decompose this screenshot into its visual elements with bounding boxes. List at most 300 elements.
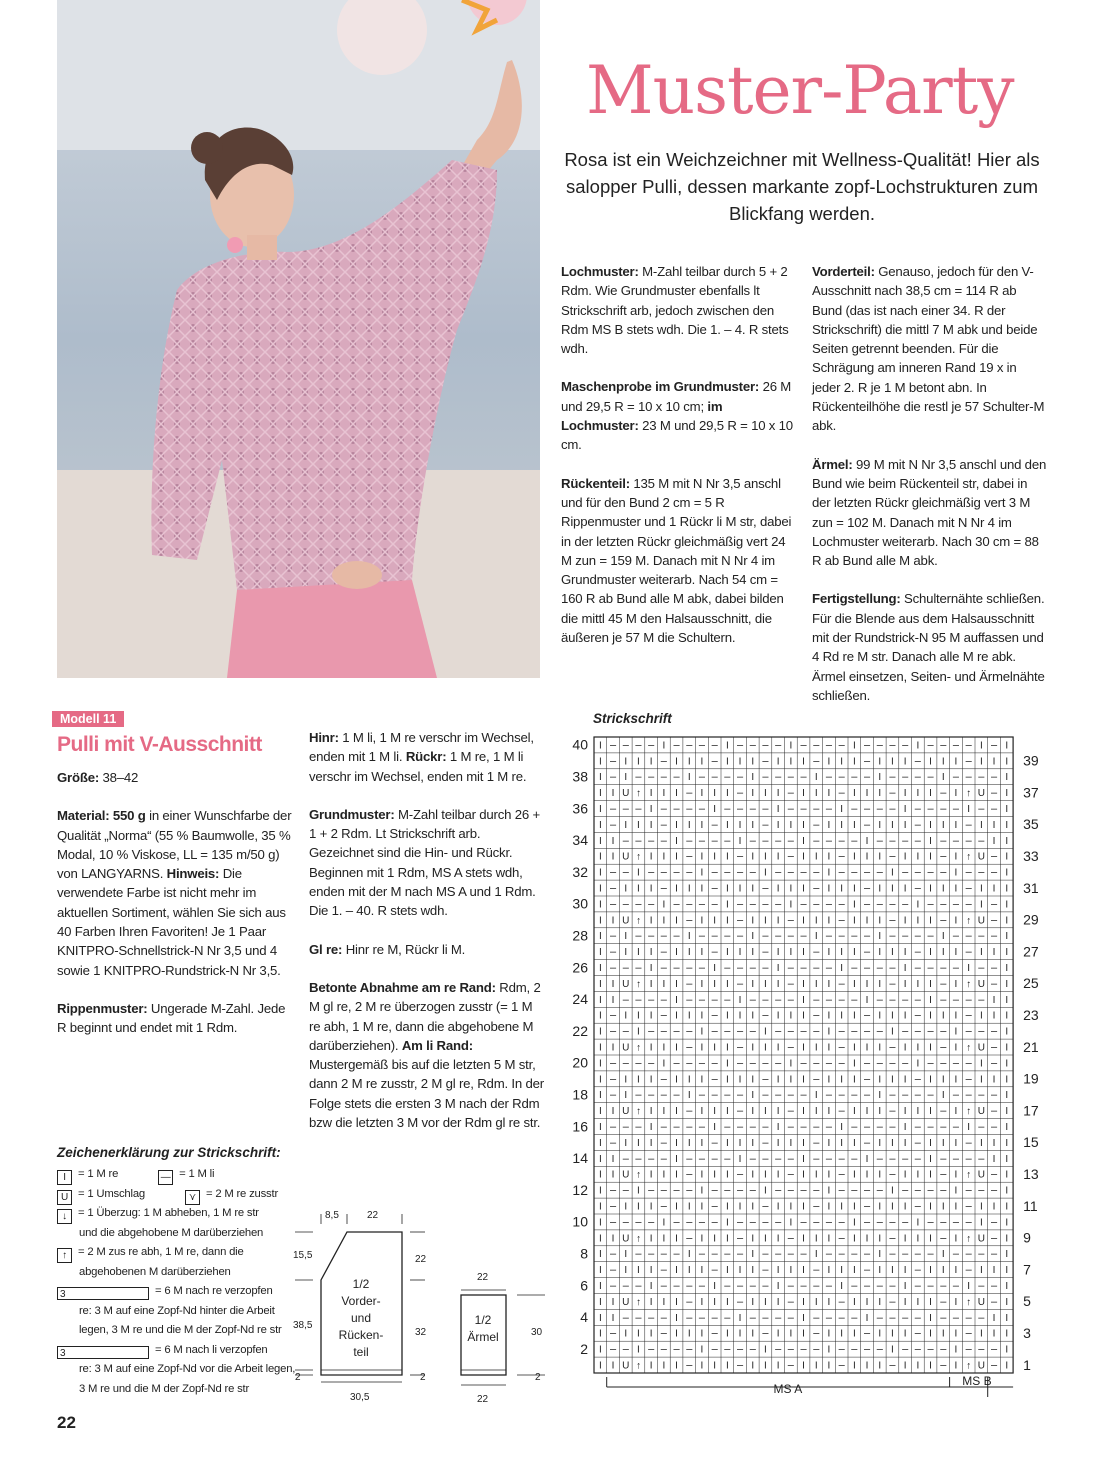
- chart-cell: I: [598, 1185, 602, 1197]
- chart-cell: –: [990, 850, 998, 863]
- chart-cell: –: [940, 1343, 947, 1356]
- chart-cell: I: [903, 804, 907, 816]
- chart-cell: –: [762, 771, 769, 784]
- chart-cell: I: [878, 756, 882, 768]
- chart-cell: I: [802, 1296, 805, 1308]
- chart-cell: –: [838, 1232, 845, 1245]
- chart-cell: I: [1005, 1201, 1009, 1213]
- chart-row-number-right: 27: [1023, 943, 1039, 960]
- chart-cell: –: [838, 1057, 845, 1070]
- chart-cell: –: [851, 1121, 858, 1134]
- chart-cell: –: [660, 866, 667, 879]
- chart-cell: I: [598, 1122, 602, 1134]
- legend-title: Zeichenerklärung zur Strickschrift:: [57, 1145, 281, 1160]
- chart-cell: I: [687, 1137, 691, 1149]
- chart-cell: –: [863, 1184, 871, 1197]
- chart-cell: –: [914, 818, 921, 831]
- chart-cell: –: [635, 993, 642, 1006]
- chart-row-number-left: 18: [572, 1086, 588, 1103]
- chart-cell: I: [954, 1265, 958, 1277]
- chart-cell: –: [889, 771, 896, 784]
- chart-cell: –: [724, 771, 731, 784]
- chart-cell: I: [814, 1296, 818, 1308]
- chart-cell: –: [863, 1200, 871, 1213]
- instruction-text: Mustergemäß bis auf die letzten 5 M str, dann 2 M re zusstr, 2 M gl re, Rdm. In der Folge stets die ersten 3 M nach der Rdm bzw die letzten 3 M vor der Rdm gl re str.: [309, 1057, 544, 1131]
- chart-cell: I: [662, 1169, 666, 1181]
- chart-cell: I: [903, 1122, 907, 1134]
- chart-cell: –: [914, 1327, 921, 1340]
- chart-row-number-left: 6: [580, 1277, 588, 1294]
- chart-cell: –: [711, 930, 718, 943]
- chart-cell: –: [914, 1184, 921, 1197]
- chart-cell: U: [622, 1233, 630, 1245]
- chart-cell: ↑: [635, 1106, 641, 1118]
- chart-cell: –: [940, 1025, 947, 1038]
- chart-cell: I: [827, 756, 831, 768]
- chart-row-number-right: 39: [1023, 752, 1039, 769]
- chart-cell: –: [990, 1216, 998, 1229]
- chart-cell: –: [724, 803, 731, 816]
- chart-cell: I: [764, 1233, 767, 1245]
- chart-cell: ↑: [635, 1296, 641, 1308]
- chart-cell: –: [711, 771, 718, 784]
- chart-cell: –: [927, 1343, 934, 1356]
- chart-cell: –: [660, 1152, 667, 1165]
- chart-cell: I: [700, 1169, 704, 1181]
- chart-cell: –: [965, 1327, 972, 1340]
- chart-cell: –: [914, 1343, 921, 1356]
- chart-cell: –: [838, 1359, 845, 1372]
- chart-cell: –: [775, 898, 782, 911]
- legend-text: = 1 Überzug: 1 M abheben, 1 M re str: [78, 1207, 259, 1219]
- chart-cell: ↑: [635, 851, 641, 863]
- chart-cell: –: [952, 803, 960, 816]
- chart-cell: –: [609, 739, 617, 752]
- chart-cell: I: [725, 740, 729, 752]
- chart-cell: I: [713, 963, 717, 975]
- chart-cell: –: [863, 946, 871, 959]
- chart-cell: –: [863, 1025, 871, 1038]
- chart-cell: –: [940, 1216, 947, 1229]
- chart-cell: I: [662, 978, 666, 990]
- chart-cell: –: [609, 866, 617, 879]
- chart-cell: U: [622, 1360, 630, 1372]
- chart-cell: –: [660, 1089, 667, 1102]
- chart-cell: I: [1005, 788, 1009, 800]
- chart-cell: I: [624, 1201, 628, 1213]
- chart-cell: –: [724, 1121, 731, 1134]
- chart-cell: –: [660, 771, 667, 784]
- chart-cell: –: [800, 1089, 807, 1102]
- chart-cell: –: [711, 834, 718, 847]
- chart-cell: –: [952, 1311, 960, 1324]
- chart-cell: I: [700, 1344, 704, 1356]
- chart-cell: –: [775, 930, 782, 943]
- chart-cell: I: [789, 1217, 793, 1229]
- instruction-paragraph: [561, 474, 797, 648]
- chart-cell: I: [954, 883, 958, 895]
- chart-cell: I: [992, 1137, 996, 1149]
- chart-cell: –: [952, 898, 960, 911]
- chart-cell: –: [838, 1216, 845, 1229]
- chart-cell: I: [700, 1296, 704, 1308]
- instruction-paragraph: [309, 728, 545, 786]
- chart-cell: –: [673, 1280, 680, 1293]
- chart-cell: I: [649, 1010, 653, 1022]
- chart-cell: –: [978, 930, 985, 943]
- chart-cell: –: [902, 1057, 909, 1070]
- chart-cell: I: [687, 1090, 691, 1102]
- chart-cell: –: [876, 993, 883, 1006]
- chart-cell: –: [698, 1152, 706, 1165]
- chart-cell: –: [648, 1152, 655, 1165]
- chart-cell: –: [609, 882, 617, 895]
- chart-cell: –: [889, 834, 896, 847]
- chart-cell: –: [686, 1025, 693, 1038]
- chart-cell: I: [598, 1010, 602, 1022]
- chart-cell: –: [889, 962, 896, 975]
- chart-cell: –: [914, 1121, 921, 1134]
- chart-cell: ↑: [966, 915, 972, 927]
- chart-cell: –: [787, 1041, 794, 1054]
- chart-cell: –: [698, 803, 706, 816]
- chart-cell: –: [724, 1025, 731, 1038]
- chart-cell: –: [775, 1057, 782, 1070]
- chart-cell: –: [762, 1280, 769, 1293]
- chart-cell: I: [700, 1265, 704, 1277]
- chart-cell: I: [840, 804, 844, 816]
- chart-cell: I: [624, 883, 628, 895]
- chart-cell: –: [622, 1057, 629, 1070]
- chart-cell: –: [952, 1280, 960, 1293]
- chart-cell: I: [738, 1137, 742, 1149]
- chart-cell: I: [954, 867, 958, 879]
- chart-cell: I: [700, 1185, 704, 1197]
- instructions-column-1: [561, 262, 797, 666]
- chart-cell: I: [979, 1201, 983, 1213]
- chart-cell: –: [940, 962, 947, 975]
- chart-cell: –: [787, 1105, 794, 1118]
- chart-cell: –: [978, 1311, 985, 1324]
- chart-cell: –: [635, 771, 642, 784]
- chart-cell: –: [813, 1343, 820, 1356]
- chart-cell: I: [814, 915, 818, 927]
- chart-cell: –: [787, 1295, 794, 1308]
- chart-cell: –: [940, 739, 947, 752]
- chart-cell: –: [787, 1089, 794, 1102]
- chart-cell: –: [648, 1311, 655, 1324]
- chart-cell: ↑: [635, 978, 641, 990]
- chart-cell: I: [687, 1201, 691, 1213]
- chart-cell: I: [776, 883, 780, 895]
- chart-cell: –: [787, 1025, 794, 1038]
- chart-cell: –: [902, 1311, 909, 1324]
- chart-cell: I: [1005, 931, 1009, 943]
- chart-cell: –: [787, 787, 794, 800]
- chart-cell: –: [749, 1057, 756, 1070]
- chart-cell: I: [1005, 772, 1009, 784]
- chart-cell: I: [624, 1265, 628, 1277]
- chart-cell: I: [814, 1249, 818, 1261]
- chart-cell: –: [825, 1121, 833, 1134]
- chart-cell: –: [673, 1089, 680, 1102]
- chart-cell: –: [990, 1041, 998, 1054]
- chart-cell: –: [813, 755, 820, 768]
- chart-cell: I: [929, 1153, 932, 1165]
- chart-cell: I: [598, 947, 602, 959]
- chart-cell: I: [1005, 1106, 1009, 1118]
- chart-cell: –: [965, 1089, 972, 1102]
- chart-cell: –: [851, 1025, 858, 1038]
- chart-cell: –: [965, 1264, 972, 1277]
- chart-cell: I: [598, 1074, 602, 1086]
- chart-cell: –: [940, 977, 947, 990]
- chart-cell: I: [916, 978, 920, 990]
- chart-cell: I: [878, 851, 882, 863]
- chart-cell: –: [965, 1025, 972, 1038]
- chart-cell: I: [1005, 1026, 1009, 1038]
- chart-cell: I: [751, 1090, 755, 1102]
- chart-cell: I: [789, 1265, 793, 1277]
- body-label-line: und: [350, 1311, 372, 1325]
- chart-cell: –: [940, 834, 947, 847]
- instruction-label: Rückenteil:: [561, 475, 630, 491]
- chart-cell: –: [787, 977, 794, 990]
- chart-cell: I: [789, 1010, 793, 1022]
- chart-cell: I: [637, 1137, 640, 1149]
- chart-cell: I: [903, 963, 907, 975]
- chart-cell: –: [965, 1136, 972, 1149]
- chart-cell: I: [624, 1010, 628, 1022]
- chart-cell: I: [967, 963, 971, 975]
- chart-cell: I: [954, 1296, 958, 1308]
- chart-cell: –: [648, 1089, 655, 1102]
- chart-cell: I: [878, 788, 882, 800]
- chart-cell: –: [660, 1264, 667, 1277]
- chart-cell: I: [1005, 978, 1009, 990]
- legend-row: [57, 1204, 307, 1224]
- chart-cell: I: [764, 1169, 767, 1181]
- chart-cell: I: [751, 756, 755, 768]
- chart-cell: –: [686, 850, 693, 863]
- chart-cell: –: [635, 1057, 642, 1070]
- chart-cell: I: [979, 1058, 983, 1070]
- chart-cell: –: [902, 771, 909, 784]
- chart-cell: I: [1005, 819, 1009, 831]
- chart-cell: –: [851, 834, 858, 847]
- chart-cell: –: [990, 977, 998, 990]
- sleeve-label: [467, 1313, 498, 1344]
- chart-cell: I: [700, 1328, 704, 1340]
- chart-cell: I: [649, 978, 653, 990]
- chart-cell: I: [598, 883, 602, 895]
- chart-cell: –: [622, 834, 629, 847]
- chart-cell: I: [979, 883, 983, 895]
- sleeve-label-line: 1/2: [474, 1313, 492, 1327]
- chart-cell: –: [609, 1248, 617, 1261]
- chart-cell: –: [940, 1121, 947, 1134]
- chart-cell: I: [878, 1201, 882, 1213]
- chart-cell: I: [903, 756, 907, 768]
- chart-row-number-left: 22: [572, 1022, 588, 1039]
- chart-cell: I: [941, 1074, 945, 1086]
- chart-cell: I: [992, 819, 996, 831]
- chart-cell: –: [978, 1184, 985, 1197]
- chart-cell: I: [776, 756, 780, 768]
- chart-cell: I: [700, 1074, 704, 1086]
- chart-cell: I: [764, 788, 767, 800]
- chart-cell: I: [929, 1265, 932, 1277]
- chart-cell: –: [609, 1343, 617, 1356]
- chart-cell: I: [637, 1344, 640, 1356]
- chart-cell: I: [903, 1074, 907, 1086]
- chart-cell: I: [713, 1042, 717, 1054]
- chart-cell: I: [852, 947, 856, 959]
- chart-cell: –: [736, 1025, 744, 1038]
- legend: [57, 1165, 307, 1399]
- chart-cell: I: [662, 915, 666, 927]
- chart-cell: –: [863, 1216, 871, 1229]
- chart-cell: I: [954, 1233, 958, 1245]
- chart-cell: –: [940, 898, 947, 911]
- chart-cell: –: [889, 1121, 896, 1134]
- chart-cell: I: [675, 1296, 678, 1308]
- chart-cell: –: [736, 977, 744, 990]
- chart-cell: I: [941, 1137, 945, 1149]
- chart-cell: –: [622, 1343, 629, 1356]
- chart-cell: –: [876, 803, 883, 816]
- chart-cell: –: [749, 1311, 756, 1324]
- chart-cell: –: [736, 914, 744, 927]
- chart-cell: –: [902, 898, 909, 911]
- chart-cell: –: [838, 1025, 845, 1038]
- chart-cell: –: [863, 1136, 871, 1149]
- instruction-text: 1 M li, 1 M re verschr im Wechsel, enden mit 1 M li.: [309, 730, 534, 765]
- chart-cell: –: [978, 834, 985, 847]
- chart-cell: –: [609, 1009, 617, 1022]
- dim-bund: 2: [295, 1372, 301, 1383]
- chart-cell: I: [598, 1265, 602, 1277]
- chart-cell: –: [952, 834, 960, 847]
- chart-cell: I: [751, 1137, 755, 1149]
- chart-cell: –: [990, 1105, 998, 1118]
- chart-cell: –: [775, 1216, 782, 1229]
- chart-cell: I: [687, 1074, 691, 1086]
- hero-photo: [57, 0, 540, 678]
- chart-cell: –: [686, 1359, 693, 1372]
- chart-cell: I: [598, 1312, 602, 1324]
- chart-cell: I: [649, 963, 653, 975]
- chart-cell: –: [724, 1311, 731, 1324]
- instruction-text: M-Zahl teilbar durch 5 + 2 Rdm. Wie Grundmuster ebenfalls lt Strickschrift arb, jedoch zwischen den Rdm MS B stets wdh. Die 1. – 4. R stets wdh.: [561, 264, 789, 357]
- chart-cell: I: [992, 756, 996, 768]
- chart-cell: –: [813, 1152, 820, 1165]
- dim-right: 22: [415, 1254, 427, 1265]
- chart-cell: –: [698, 834, 706, 847]
- chart-cell: I: [764, 1106, 767, 1118]
- chart-cell: –: [990, 1280, 998, 1293]
- chart-row-number-left: 4: [580, 1309, 588, 1326]
- instruction-label: Rückr:: [405, 749, 447, 765]
- chart-cell: –: [648, 1248, 655, 1261]
- chart-cell: –: [813, 1184, 820, 1197]
- chart-cell: I: [598, 1090, 602, 1102]
- chart-cell: –: [965, 818, 972, 831]
- chart-cell: I: [611, 788, 615, 800]
- chart-cell: –: [838, 771, 845, 784]
- chart-row-number-right: 13: [1023, 1166, 1039, 1183]
- chart-cell: I: [751, 851, 755, 863]
- chart-cell: –: [990, 1057, 998, 1070]
- chart-cell: I: [776, 1360, 780, 1372]
- instruction-label: Größe:: [57, 770, 100, 785]
- chart-cell: I: [764, 978, 767, 990]
- chart-cell: I: [852, 1360, 856, 1372]
- chart-cell: I: [662, 1360, 666, 1372]
- chart-cell: I: [738, 1074, 742, 1086]
- chart-cell: I: [929, 1074, 932, 1086]
- chart-cell: –: [800, 1248, 807, 1261]
- chart-cell: I: [662, 1042, 666, 1054]
- chart-cell: I: [725, 819, 729, 831]
- chart-cell: –: [889, 850, 896, 863]
- chart-cell: I: [814, 1042, 818, 1054]
- chart-cell: U: [622, 1169, 630, 1181]
- chart-cell: –: [673, 803, 680, 816]
- chart-cell: –: [736, 1057, 744, 1070]
- chart-cell: I: [662, 1233, 666, 1245]
- chart-row-number-left: 30: [572, 895, 588, 912]
- chart-cell: I: [929, 1296, 932, 1308]
- chart-cell: –: [838, 930, 845, 943]
- chart-cell: –: [940, 1232, 947, 1245]
- chart-cell: I: [827, 1296, 831, 1308]
- chart-cell: I: [598, 963, 602, 975]
- chart-cell: I: [776, 1169, 780, 1181]
- chart-cell: –: [838, 1105, 845, 1118]
- legend-text: 3 M re und die M der Zopf-Nd re str: [79, 1382, 250, 1395]
- chart-cell: I: [1005, 1185, 1009, 1197]
- chart-row-number-left: 16: [572, 1118, 588, 1135]
- chart-cell: –: [749, 803, 756, 816]
- chart-cell: I: [903, 1265, 907, 1277]
- chart-cell: –: [648, 993, 655, 1006]
- body-label-line: teil: [353, 1345, 369, 1359]
- chart-cell: I: [751, 915, 755, 927]
- chart-cell: I: [776, 788, 780, 800]
- chart-cell: I: [878, 1010, 882, 1022]
- chart-cell: I: [776, 1281, 780, 1293]
- chart-cell: I: [840, 963, 844, 975]
- chart-cell: –: [660, 1136, 667, 1149]
- chart-cell: –: [889, 787, 896, 800]
- chart-cell: I: [852, 1328, 856, 1340]
- chart-cell: –: [813, 1025, 820, 1038]
- chart-cell: –: [609, 930, 617, 943]
- chart-cell: –: [787, 1168, 794, 1181]
- chart-cell: –: [609, 1025, 617, 1038]
- chart-cell: I: [713, 1281, 717, 1293]
- chart-cell: I: [598, 994, 602, 1006]
- chart-row-number-left: 26: [572, 959, 588, 976]
- chart-cell: I: [598, 1106, 602, 1118]
- chart-cell: I: [598, 819, 602, 831]
- chart-cell: –: [851, 962, 858, 975]
- chart-cell: –: [673, 1184, 680, 1197]
- chart-cell: –: [851, 930, 858, 943]
- chart-cell: –: [965, 1216, 972, 1229]
- chart-cell: –: [736, 1105, 744, 1118]
